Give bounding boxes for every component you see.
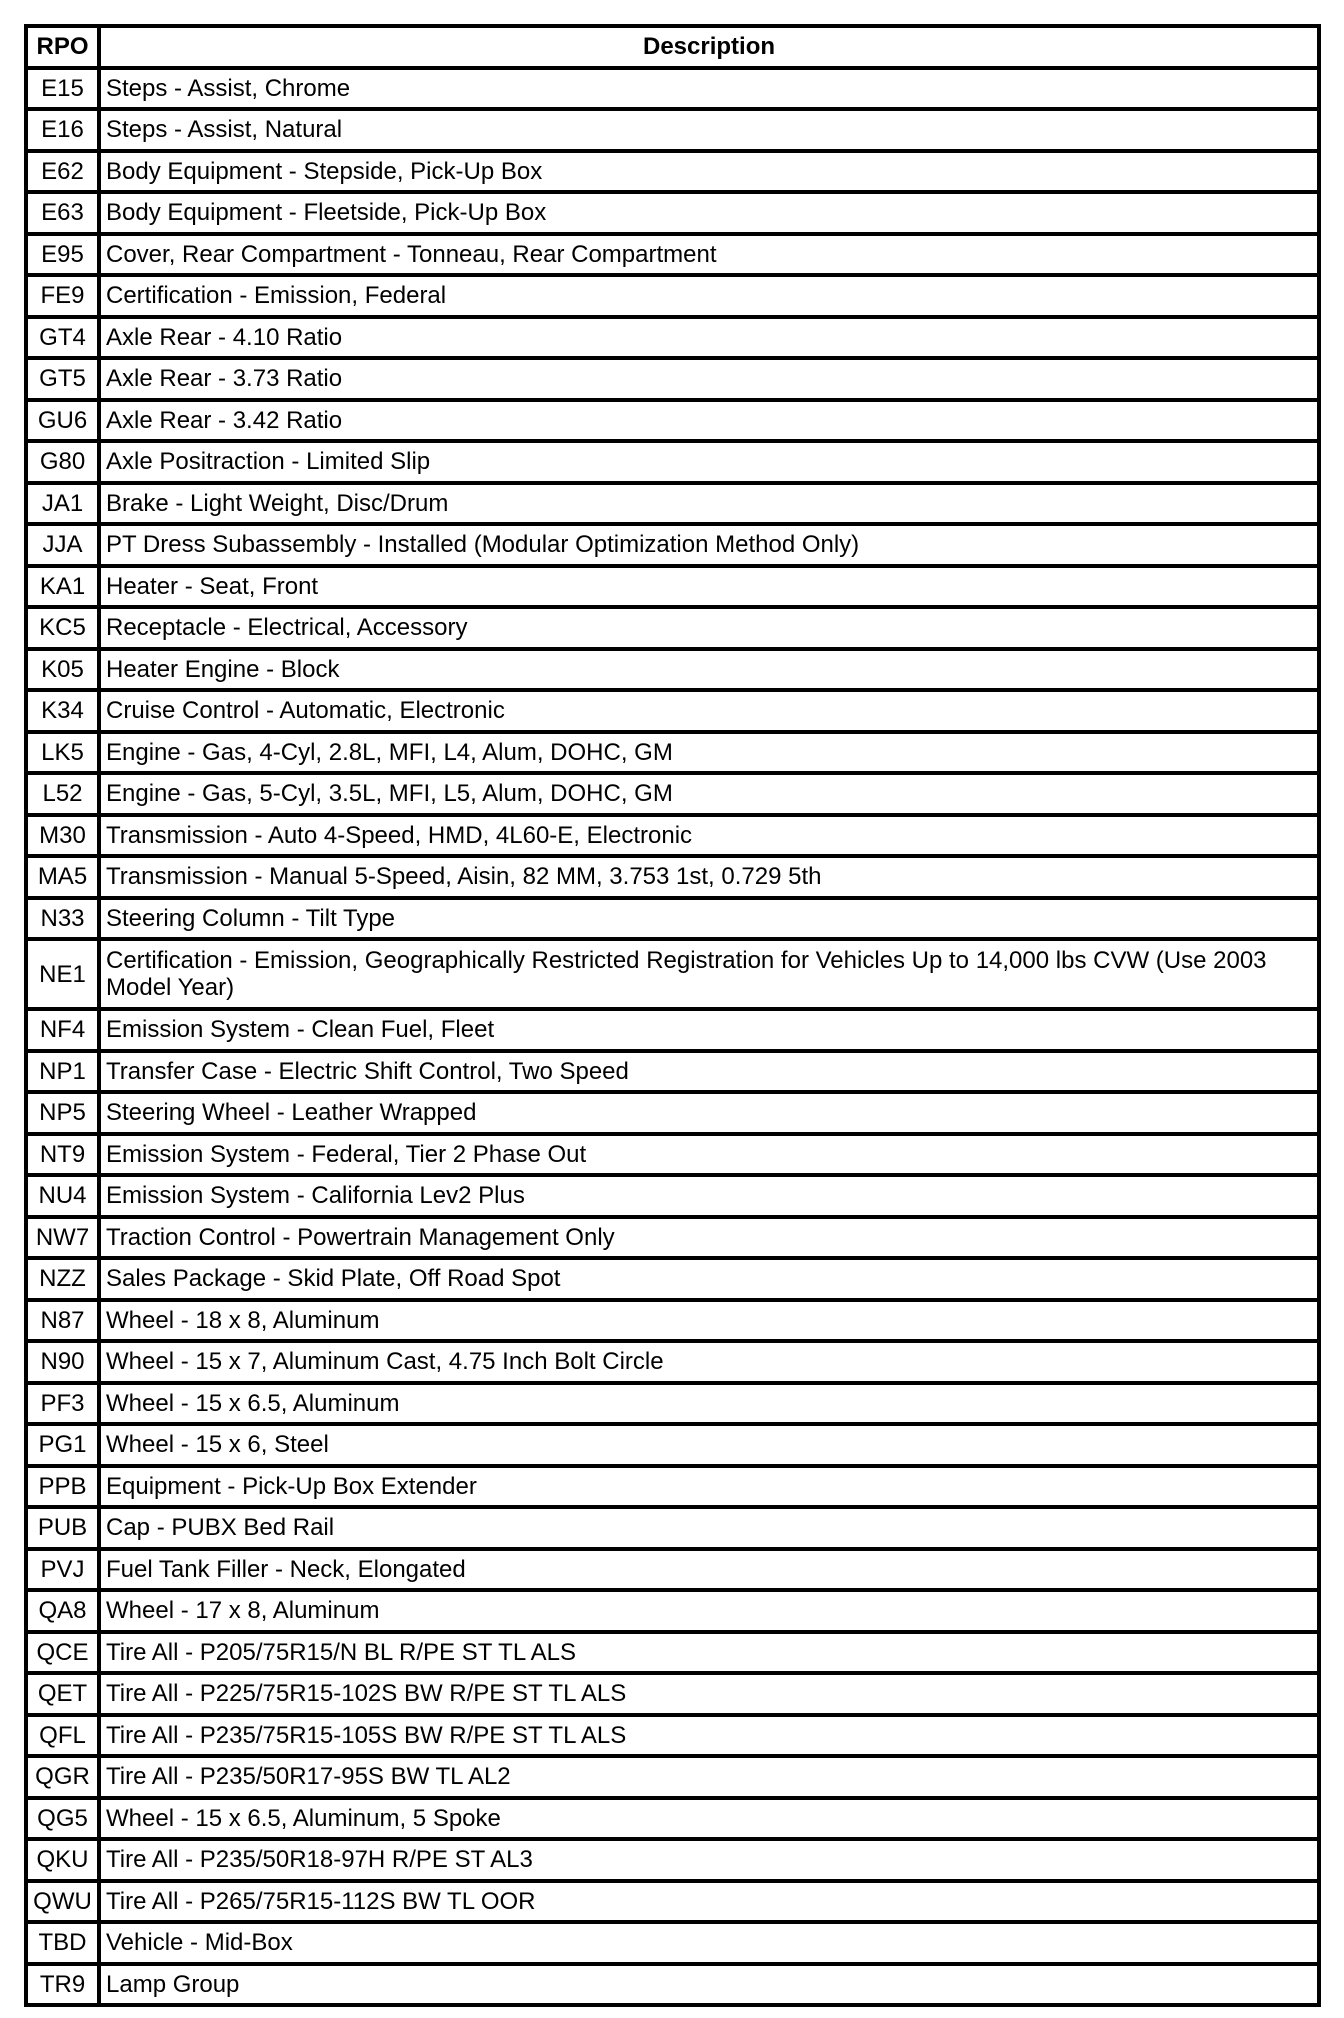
description-cell: Tire All - P235/50R17-95S BW TL AL2	[99, 1756, 1319, 1798]
table-row	[26, 1673, 1319, 1715]
description-cell: Engine - Gas, 4-Cyl, 2.8L, MFI, L4, Alum, DOHC, GM	[99, 732, 1319, 774]
description-cell: Heater - Seat, Front	[99, 566, 1319, 608]
description-cell: Sales Package - Skid Plate, Off Road Spot	[99, 1258, 1319, 1300]
table-row	[26, 566, 1319, 608]
rpo-code-cell: NT9	[26, 1134, 99, 1176]
table-row	[26, 1798, 1319, 1840]
rpo-code-cell: N33	[26, 898, 99, 940]
rpo-code-cell: N90	[26, 1341, 99, 1383]
description-cell: Steps - Assist, Natural	[99, 109, 1319, 151]
description-cell: Tire All - P225/75R15-102S BW R/PE ST TL ALS	[99, 1673, 1319, 1715]
description-cell: Transmission - Auto 4-Speed, HMD, 4L60-E, Electronic	[99, 815, 1319, 857]
rpo-code-cell: PVJ	[26, 1549, 99, 1591]
rpo-code-cell: K34	[26, 690, 99, 732]
table-row	[26, 483, 1319, 525]
rpo-code-cell: QKU	[26, 1839, 99, 1881]
table-row	[26, 856, 1319, 898]
description-cell: Wheel - 17 x 8, Aluminum	[99, 1590, 1319, 1632]
description-cell: Emission System - Federal, Tier 2 Phase Out	[99, 1134, 1319, 1176]
table-row	[26, 1590, 1319, 1632]
rpo-column-header: RPO	[26, 26, 99, 68]
table-row	[26, 1009, 1319, 1051]
description-cell: Wheel - 15 x 6.5, Aluminum	[99, 1383, 1319, 1425]
rpo-code-cell: QET	[26, 1673, 99, 1715]
rpo-code-cell: NP1	[26, 1051, 99, 1093]
rpo-table	[24, 24, 1321, 2007]
rpo-code-cell: NU4	[26, 1175, 99, 1217]
rpo-code-cell: KC5	[26, 607, 99, 649]
rpo-code-cell: NZZ	[26, 1258, 99, 1300]
rpo-code-cell: QG5	[26, 1798, 99, 1840]
table-row	[26, 441, 1319, 483]
description-cell: Steering Column - Tilt Type	[99, 898, 1319, 940]
description-cell: PT Dress Subassembly - Installed (Modular Optimization Method Only)	[99, 524, 1319, 566]
rpo-code-cell: MA5	[26, 856, 99, 898]
description-cell: Receptacle - Electrical, Accessory	[99, 607, 1319, 649]
description-cell: Equipment - Pick-Up Box Extender	[99, 1466, 1319, 1508]
description-cell: Body Equipment - Stepside, Pick-Up Box	[99, 151, 1319, 193]
description-cell: Certification - Emission, Federal	[99, 275, 1319, 317]
table-row	[26, 151, 1319, 193]
rpo-code-cell: E63	[26, 192, 99, 234]
table-row	[26, 1839, 1319, 1881]
description-cell: Tire All - P265/75R15-112S BW TL OOR	[99, 1881, 1319, 1923]
table-row	[26, 1715, 1319, 1757]
description-cell: Transmission - Manual 5-Speed, Aisin, 82 MM, 3.753 1st, 0.729 5th	[99, 856, 1319, 898]
rpo-code-cell: GU6	[26, 400, 99, 442]
rpo-code-cell: GT4	[26, 317, 99, 359]
description-cell: Cruise Control - Automatic, Electronic	[99, 690, 1319, 732]
rpo-code-cell: NE1	[26, 939, 99, 1009]
table-row	[26, 607, 1319, 649]
rpo-code-cell: E62	[26, 151, 99, 193]
description-cell: Heater Engine - Block	[99, 649, 1319, 691]
description-cell: Engine - Gas, 5-Cyl, 3.5L, MFI, L5, Alum, DOHC, GM	[99, 773, 1319, 815]
rpo-code-cell: QCE	[26, 1632, 99, 1674]
rpo-code-cell: E15	[26, 68, 99, 110]
table-row	[26, 1258, 1319, 1300]
description-cell: Emission System - Clean Fuel, Fleet	[99, 1009, 1319, 1051]
table-row	[26, 773, 1319, 815]
table-row	[26, 524, 1319, 566]
description-cell: Vehicle - Mid-Box	[99, 1922, 1319, 1964]
description-cell: Cap - PUBX Bed Rail	[99, 1507, 1319, 1549]
description-cell: Wheel - 15 x 6.5, Aluminum, 5 Spoke	[99, 1798, 1319, 1840]
rpo-code-cell: FE9	[26, 275, 99, 317]
table-row	[26, 1466, 1319, 1508]
rpo-code-cell: L52	[26, 773, 99, 815]
table-row	[26, 1383, 1319, 1425]
table-row	[26, 1051, 1319, 1093]
rpo-code-cell: K05	[26, 649, 99, 691]
table-row	[26, 649, 1319, 691]
rpo-code-cell: PF3	[26, 1383, 99, 1425]
table-row	[26, 1300, 1319, 1342]
table-row	[26, 1922, 1319, 1964]
rpo-code-cell: PPB	[26, 1466, 99, 1508]
description-cell: Traction Control - Powertrain Management Only	[99, 1217, 1319, 1259]
description-cell: Steering Wheel - Leather Wrapped	[99, 1092, 1319, 1134]
table-row	[26, 317, 1319, 359]
rpo-code-cell: NF4	[26, 1009, 99, 1051]
rpo-code-cell: PUB	[26, 1507, 99, 1549]
rpo-code-cell: E16	[26, 109, 99, 151]
table-row	[26, 939, 1319, 1009]
description-cell: Axle Positraction - Limited Slip	[99, 441, 1319, 483]
table-row	[26, 400, 1319, 442]
description-cell: Fuel Tank Filler - Neck, Elongated	[99, 1549, 1319, 1591]
header-row	[26, 26, 1319, 68]
rpo-code-cell: NW7	[26, 1217, 99, 1259]
table-row	[26, 1964, 1319, 2006]
table-row	[26, 234, 1319, 276]
table-row	[26, 1507, 1319, 1549]
table-row	[26, 1881, 1319, 1923]
rpo-code-cell: TR9	[26, 1964, 99, 2006]
rpo-code-cell: G80	[26, 441, 99, 483]
description-column-header: Description	[99, 26, 1319, 68]
table-row	[26, 690, 1319, 732]
rpo-code-cell: QFL	[26, 1715, 99, 1757]
table-row	[26, 1756, 1319, 1798]
description-cell: Axle Rear - 3.42 Ratio	[99, 400, 1319, 442]
description-cell: Emission System - California Lev2 Plus	[99, 1175, 1319, 1217]
rpo-code-cell: QGR	[26, 1756, 99, 1798]
rpo-code-cell: JJA	[26, 524, 99, 566]
description-cell: Steps - Assist, Chrome	[99, 68, 1319, 110]
table-row	[26, 1341, 1319, 1383]
description-cell: Cover, Rear Compartment - Tonneau, Rear Compartment	[99, 234, 1319, 276]
description-cell: Certification - Emission, Geographically Restricted Registration for Vehicles Up to 14,000 lbs CVW (Use 2003 Model Year)	[99, 939, 1319, 1009]
table-row	[26, 732, 1319, 774]
rpo-code-cell: GT5	[26, 358, 99, 400]
rpo-code-cell: NP5	[26, 1092, 99, 1134]
table-row	[26, 1134, 1319, 1176]
table-row	[26, 68, 1319, 110]
table-row	[26, 1632, 1319, 1674]
description-cell: Wheel - 15 x 6, Steel	[99, 1424, 1319, 1466]
rpo-code-cell: LK5	[26, 732, 99, 774]
table-row	[26, 1175, 1319, 1217]
rpo-code-cell: QA8	[26, 1590, 99, 1632]
table-body	[26, 68, 1319, 2006]
description-cell: Body Equipment - Fleetside, Pick-Up Box	[99, 192, 1319, 234]
rpo-code-cell: QWU	[26, 1881, 99, 1923]
table-row	[26, 1424, 1319, 1466]
rpo-code-cell: M30	[26, 815, 99, 857]
rpo-code-cell: PG1	[26, 1424, 99, 1466]
description-cell: Transfer Case - Electric Shift Control, Two Speed	[99, 1051, 1319, 1093]
description-cell: Axle Rear - 4.10 Ratio	[99, 317, 1319, 359]
rpo-code-cell: KA1	[26, 566, 99, 608]
rpo-code-cell: E95	[26, 234, 99, 276]
description-cell: Tire All - P235/75R15-105S BW R/PE ST TL ALS	[99, 1715, 1319, 1757]
table-row	[26, 109, 1319, 151]
rpo-code-cell: N87	[26, 1300, 99, 1342]
table-row	[26, 1092, 1319, 1134]
table-row	[26, 815, 1319, 857]
table-row	[26, 275, 1319, 317]
description-cell: Brake - Light Weight, Disc/Drum	[99, 483, 1319, 525]
rpo-code-cell: TBD	[26, 1922, 99, 1964]
table-row	[26, 898, 1319, 940]
table-row	[26, 1217, 1319, 1259]
description-cell: Tire All - P205/75R15/N BL R/PE ST TL ALS	[99, 1632, 1319, 1674]
description-cell: Axle Rear - 3.73 Ratio	[99, 358, 1319, 400]
description-cell: Wheel - 18 x 8, Aluminum	[99, 1300, 1319, 1342]
rpo-code-cell: JA1	[26, 483, 99, 525]
table-row	[26, 1549, 1319, 1591]
table-row	[26, 192, 1319, 234]
description-cell: Tire All - P235/50R18-97H R/PE ST AL3	[99, 1839, 1319, 1881]
table-row	[26, 358, 1319, 400]
description-cell: Lamp Group	[99, 1964, 1319, 2006]
description-cell: Wheel - 15 x 7, Aluminum Cast, 4.75 Inch Bolt Circle	[99, 1341, 1319, 1383]
